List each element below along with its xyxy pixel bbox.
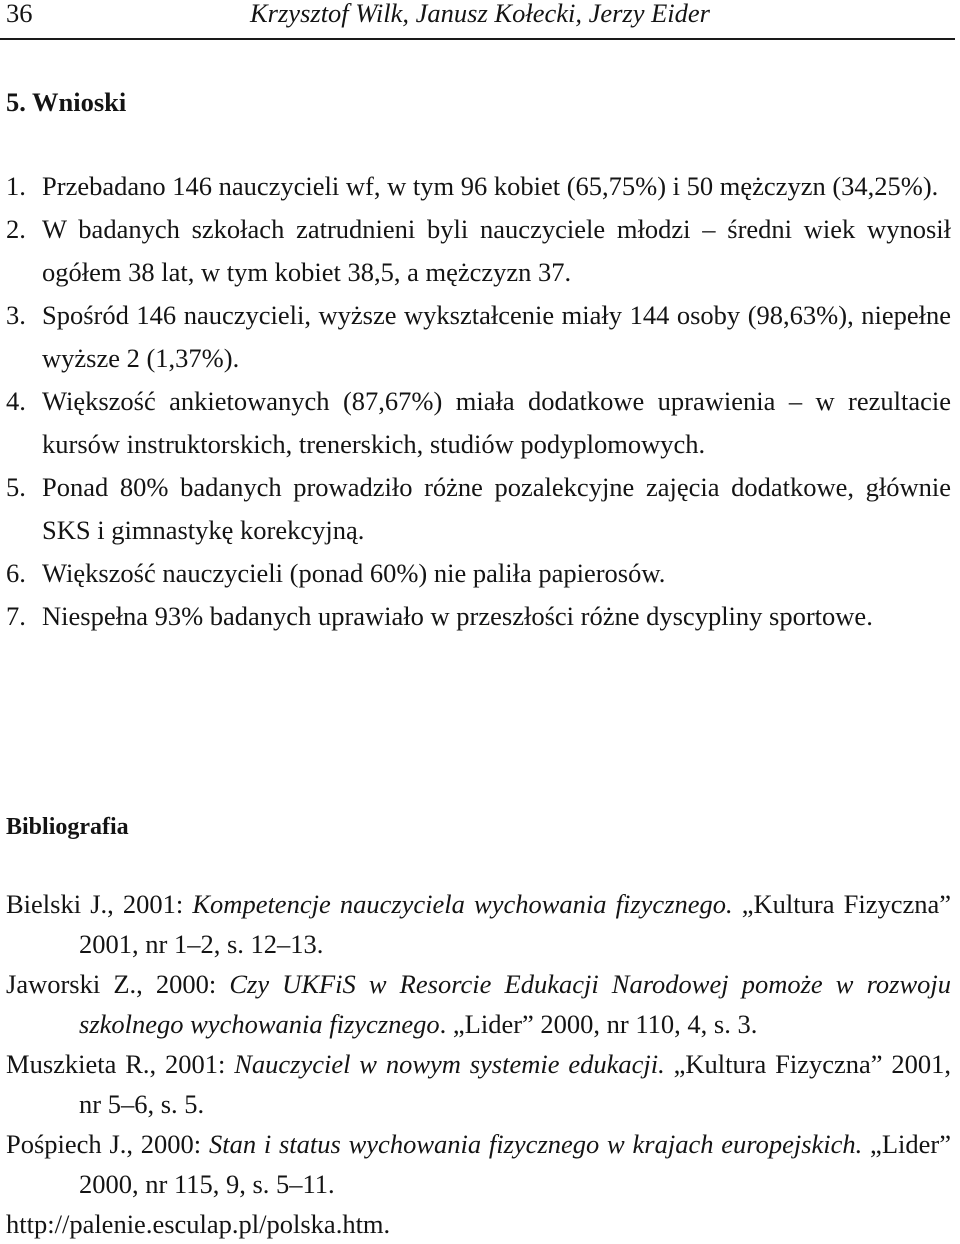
- reference-source: „Kultura Fizyczna” 2001, nr 5–6, s. 5.: [79, 1049, 951, 1119]
- reference-title: Czy UKFiS w Resorcie Edukacji Narodowej pomoże w rozwoju szkolnego wychowania fizycznego: [79, 969, 951, 1039]
- conclusion-number: 4.: [6, 386, 26, 416]
- conclusion-item: [6, 208, 951, 294]
- reference-url: http://palenie.esculap.pl/polska.htm.: [6, 1209, 391, 1239]
- conclusion-item: [6, 552, 951, 595]
- reference-author: Bielski J., 2001:: [6, 889, 193, 919]
- header-authors: Krzysztof Wilk, Janusz Kołecki, Jerzy Eider: [250, 0, 710, 28]
- bibliography-entry-url: [6, 1204, 951, 1244]
- reference-title: Stan i status wychowania fizycznego w krajach europejskich.: [208, 1129, 863, 1159]
- bibliography-heading: Bibliografia: [6, 814, 129, 840]
- reference-source: . „Lider” 2000, nr 110, 4, s. 3.: [439, 1009, 758, 1039]
- conclusion-text: W badanych szkołach zatrudnieni byli nauczyciele młodzi – średni wiek wynosił ogółem 38 lat, w tym kobiet 38,5, a mężczyzn 37.: [42, 214, 951, 287]
- reference-title: Kompetencje nauczyciela wychowania fizycznego.: [192, 889, 733, 919]
- conclusion-text: Ponad 80% badanych prowadziło różne pozalekcyjne zajęcia dodatkowe, głównie SKS i gimnastykę korekcyjną.: [42, 472, 951, 545]
- conclusion-item: [6, 294, 951, 380]
- bibliography-entry: [6, 884, 951, 964]
- conclusion-number: 5.: [6, 472, 26, 502]
- reference-source: „Kultura Fizyczna” 2001, nr 1–2, s. 12–13.: [79, 889, 952, 959]
- conclusion-number: 7.: [6, 601, 26, 631]
- reference-title: Nauczyciel w nowym systemie edukacji.: [234, 1049, 665, 1079]
- header-rule: [0, 38, 955, 40]
- reference-author: Muszkieta R., 2001:: [6, 1049, 235, 1079]
- conclusion-item: [6, 380, 951, 466]
- conclusion-number: 3.: [6, 300, 26, 330]
- bibliography-entry: [6, 1044, 951, 1124]
- running-header: [6, 0, 956, 35]
- conclusion-text: Spośród 146 nauczycieli, wyższe wykształcenie miały 144 osoby (98,63%), niepełne wyższe 2 (1,37%).: [42, 300, 951, 373]
- conclusion-number: 2.: [6, 214, 26, 244]
- conclusions-list: [6, 165, 951, 638]
- conclusion-number: 6.: [6, 558, 26, 588]
- conclusion-text: Większość ankietowanych (87,67%) miała dodatkowe uprawienia – w rezultacie kursów instruktorskich, trenerskich, studiów podyplomowych.: [42, 386, 951, 459]
- conclusion-item: [6, 466, 951, 552]
- conclusion-item: [6, 165, 951, 208]
- bibliography-entry: [6, 1124, 951, 1204]
- bibliography-entry: [6, 964, 951, 1044]
- conclusion-number: 1.: [6, 171, 26, 201]
- conclusion-text: Przebadano 146 nauczycieli wf, w tym 96 kobiet (65,75%) i 50 mężczyzn (34,25%).: [42, 171, 939, 201]
- section-heading: 5. Wnioski: [6, 87, 127, 117]
- reference-source: „Lider” 2000, nr 115, 9, s. 5–11.: [79, 1129, 951, 1199]
- reference-author: Jaworski Z., 2000:: [6, 969, 230, 999]
- bibliography-list: [6, 884, 951, 1244]
- conclusion-item: [6, 595, 951, 638]
- page-number: 36: [6, 0, 33, 28]
- reference-author: Pośpiech J., 2000:: [6, 1129, 209, 1159]
- conclusion-text: Niespełna 93% badanych uprawiało w przeszłości różne dyscypliny sportowe.: [42, 601, 873, 631]
- conclusion-text: Większość nauczycieli (ponad 60%) nie paliła papierosów.: [42, 558, 666, 588]
